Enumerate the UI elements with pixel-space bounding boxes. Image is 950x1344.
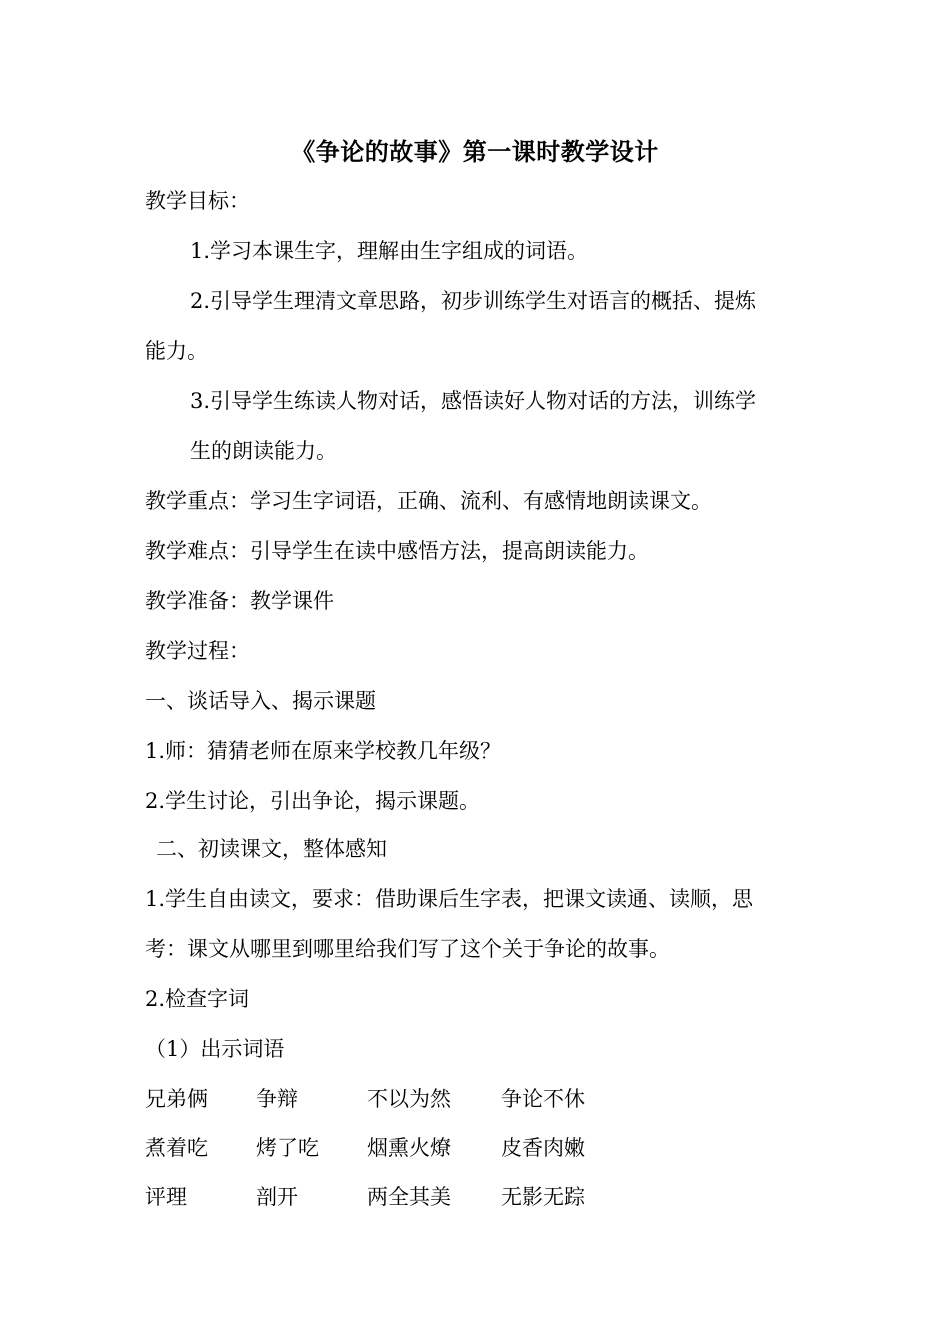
section-1-heading: 一、谈话导入、揭示课题: [145, 689, 376, 713]
section-2-heading: 二、初读课文，整体感知: [156, 837, 387, 861]
word-cell: 两全其美: [367, 1185, 451, 1209]
section-1-item-1: 1.师：猜猜老师在原来学校教几年级？: [145, 739, 502, 763]
word-cell: 不以为然: [367, 1087, 451, 1111]
process-heading: 教学过程：: [145, 639, 250, 663]
section-1-item-2: 2.学生讨论，引出争论，揭示课题。: [145, 789, 481, 813]
section-2-item-1-line-1: 1.学生自由读文，要求：借助课后生字表，把课文读通、读顺，思: [145, 887, 754, 911]
word-cell: 烤了吃: [256, 1136, 319, 1160]
word-cell: 争辩: [256, 1087, 298, 1111]
objective-2-line-1: 2.引导学生理清文章思路，初步训练学生对语言的概括、提炼: [190, 289, 757, 313]
objective-3-line-2: 生的朗读能力。: [190, 439, 337, 463]
word-cell: 争论不休: [501, 1087, 585, 1111]
difficulties: 教学难点：引导学生在读中感悟方法，提高朗读能力。: [145, 539, 649, 563]
objective-1: 1.学习本课生字，理解由生字组成的词语。: [190, 239, 589, 263]
word-cell: 煮着吃: [145, 1136, 208, 1160]
preparation: 教学准备：教学课件: [145, 589, 334, 613]
document-title: 《争论的故事》第一课时教学设计: [291, 138, 659, 166]
word-cell: 兄弟俩: [145, 1087, 208, 1111]
word-cell: 剖开: [256, 1185, 298, 1209]
word-cell: 烟熏火燎: [367, 1136, 451, 1160]
section-2-item-1-line-2: 考：课文从哪里到哪里给我们写了这个关于争论的故事。: [145, 937, 670, 961]
sub-item-1: （1）出示词语: [145, 1037, 285, 1061]
word-row: [145, 1182, 745, 1212]
word-row: [145, 1084, 745, 1114]
word-cell: 评理: [145, 1185, 187, 1209]
section-2-item-2: 2.检查字词: [145, 987, 250, 1011]
word-cell: 无影无踪: [501, 1185, 585, 1209]
key-points: 教学重点：学习生字词语，正确、流利、有感情地朗读课文。: [145, 489, 712, 513]
objective-2-line-2: 能力。: [145, 339, 208, 363]
objective-3-line-1: 3.引导学生练读人物对话，感悟读好人物对话的方法，训练学: [190, 389, 757, 413]
word-row: [145, 1133, 745, 1163]
objectives-heading: 教学目标：: [145, 189, 250, 213]
word-cell: 皮香肉嫩: [501, 1136, 585, 1160]
